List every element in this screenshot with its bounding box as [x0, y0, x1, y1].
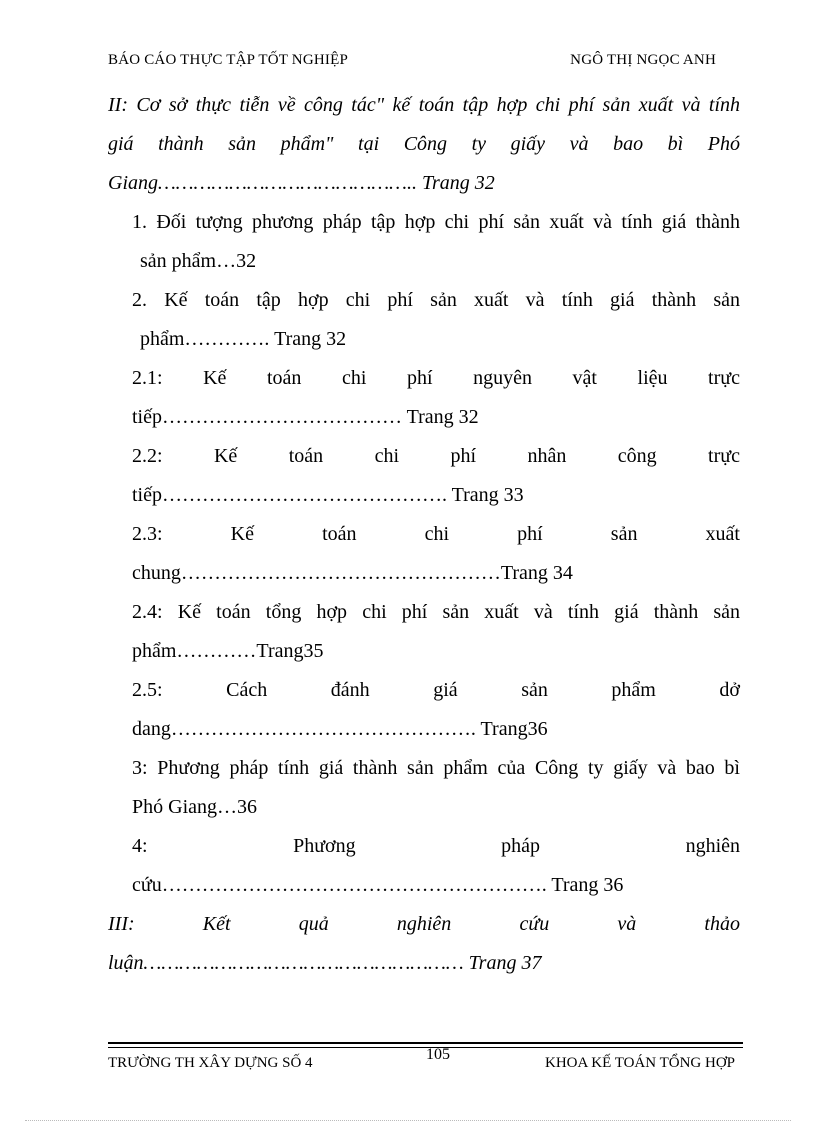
header-report-title: BÁO CÁO THỰC TẬP TỐT NGHIỆP [108, 52, 348, 68]
toc-line: tiếp……………………………………. Trang 33 [132, 484, 524, 506]
toc-line: 1. Đối tượng phương pháp tập hợp chi phí sản xuất và tính giá thành [132, 211, 740, 233]
toc-line: 2.5: Cách đánh giá sản phẩm dở [132, 679, 740, 701]
toc-line: 2.2: Kế toán chi phí nhân công trực [132, 445, 740, 467]
toc-line: dang………………………………………. Trang36 [132, 718, 548, 740]
toc-line: III: Kết quả nghiên cứu và thảo [108, 913, 740, 935]
page-footer [108, 1046, 743, 1076]
footer-school-name: TRƯỜNG TH XÂY DỰNG SỐ 4 [108, 1055, 313, 1071]
toc-line: tiếp……………………………… Trang 32 [132, 406, 479, 428]
toc-line: Giang…………………………………….. Trang 32 [108, 172, 495, 194]
toc-line: sản phẩm…32 [140, 250, 257, 272]
page-header [108, 52, 744, 72]
toc-line: chung…………………………………………Trang 34 [132, 562, 573, 584]
toc-line: 2.4: Kế toán tổng hợp chi phí sản xuất và tính giá thành sản [132, 601, 740, 623]
toc-line: 2.1: Kế toán chi phí nguyên vật liệu trực [132, 367, 740, 389]
footer-department: KHOA KẾ TOÁN TỔNG HỢP [544, 1055, 735, 1071]
page-number: 105 [426, 1046, 450, 1063]
toc-line: luận……………………………………………… Trang 37 [108, 952, 542, 974]
toc-line: Phó Giang…36 [132, 796, 257, 818]
toc-line: 2. Kế toán tập hợp chi phí sản xuất và tính giá thành sản [132, 289, 740, 311]
toc-line: cứu…………………………………………………. Trang 36 [132, 874, 624, 896]
toc-line: II: Cơ sở thực tiễn về công tác" kế toán tập hợp chi phí sản xuất và tính [108, 94, 740, 116]
toc-line: phẩm…………Trang35 [132, 640, 324, 662]
header-author-name: NGÔ THỊ NGỌC ANH [570, 52, 716, 68]
page-edge-divider [25, 1120, 791, 1121]
toc-line: giá thành sản phẩm" tại Công ty giấy và bao bì Phó [108, 133, 740, 155]
footer-divider [108, 1042, 743, 1044]
toc-line: 3: Phương pháp tính giá thành sản phẩm của Công ty giấy và bao bì [132, 757, 740, 779]
toc-line: 2.3: Kế toán chi phí sản xuất [132, 523, 740, 545]
toc-line: 4: Phương pháp nghiên [132, 835, 740, 857]
toc-line: phẩm…………. Trang 32 [140, 328, 347, 350]
